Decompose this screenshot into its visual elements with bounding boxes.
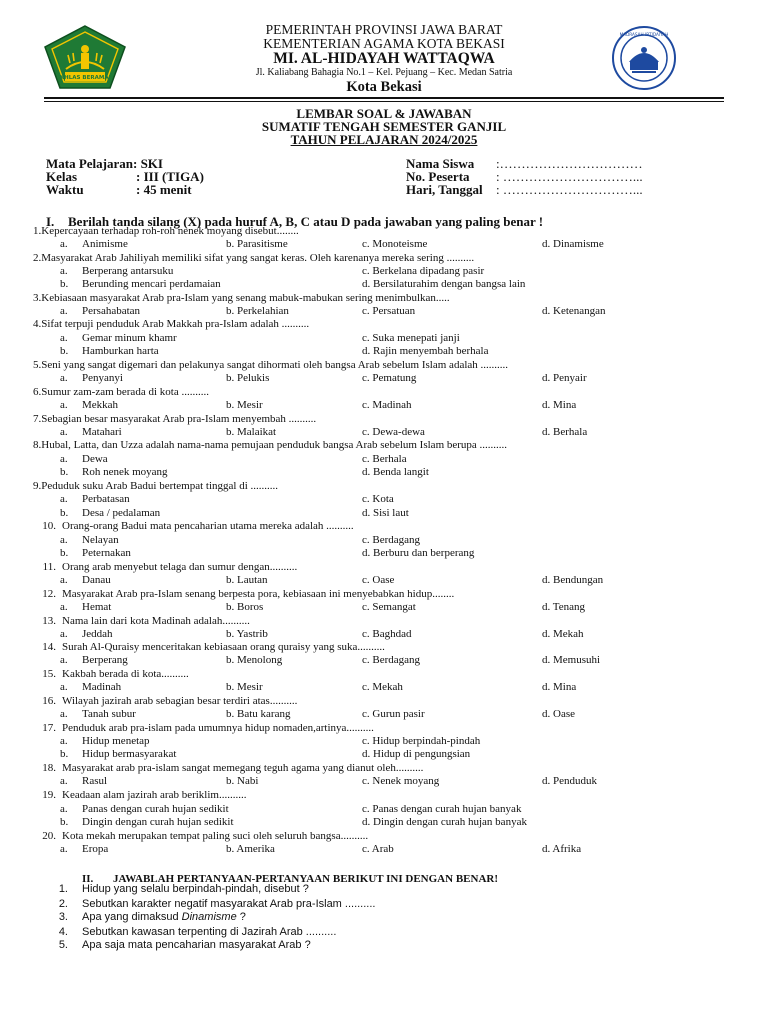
option-b[interactable]: b. Batu karang [226,708,291,720]
option-a[interactable]: Madinah [82,681,122,693]
option-b[interactable]: Desa / pedalaman [82,507,161,519]
question-number: 11. [42,561,56,573]
question-text: Apa yang dimaksud [82,911,182,923]
option-c[interactable]: c. Arab [362,843,394,855]
question-text: Sebutkan kawasan terpenting di Jazirah Arab .......... [82,926,337,938]
option-b[interactable]: Dingin dengan curah hujan sedikit [82,816,234,828]
option-letter[interactable]: a. [60,332,68,344]
option-d[interactable]: d. Mina [542,399,577,411]
option-a[interactable]: Animisme [82,238,128,250]
option-d[interactable]: d. Bersilaturahim dengan bangsa lain [362,278,526,290]
option-letter[interactable]: a. [60,654,68,666]
option-b[interactable]: Hidup bermasyarakat [82,748,177,760]
question-17 [33,723,374,734]
question-number: 2. [33,252,42,264]
option-c[interactable]: c. Hidup berpindah-pindah [362,735,481,747]
option-b[interactable]: b. Nabi [226,775,259,787]
option-letter[interactable]: a. [60,601,68,613]
option-a[interactable]: Berperang antarsuku [82,265,174,277]
question-6 [33,387,209,398]
question-number: 14. [42,641,56,653]
option-a[interactable]: Matahari [82,426,122,438]
option-c[interactable]: c. Berkelana dipadang pasir [362,265,485,277]
option-d[interactable]: d. Benda langit [362,466,429,478]
option-d[interactable]: d. Memusuhi [542,654,601,666]
option-d[interactable]: d. Ketenangan [542,305,606,317]
option-a[interactable]: Penyanyi [82,372,123,384]
question-text-end: ? [236,911,246,923]
option-b[interactable]: b. Lautan [226,574,268,586]
option-d[interactable]: d. Rajin menyembah berhala [362,345,489,357]
option-d[interactable]: d. Penduduk [542,775,597,787]
question-number: 1. [58,883,68,895]
question-text: Surah Al-Quraisy menceritakan kebiasaan orang quraisy yang suka.......... [62,641,385,653]
question-number: 3. [58,911,68,923]
ministry-title: KEMENTERIAN AGAMA KOTA BEKASI [263,36,505,51]
option-letter[interactable]: a. [60,681,68,693]
question-number: 18. [42,762,56,774]
question-text: Kepercayaan terhadap roh-roh nenek moyang disebut........ [41,225,299,237]
option-b[interactable]: b. Amerika [226,843,275,855]
option-letter[interactable]: a. [60,843,68,855]
logo-caption: IKHLAS BERAMAL [57,75,113,81]
question-text: Orang arab menyebut telaga dan sumur dengan.......... [62,561,298,573]
option-d[interactable]: d. Sisi laut [362,507,409,519]
question-text: Masyarakat arab pra-islam sangat memegang teguh agama yang dianut oleh.......... [62,762,424,774]
question-text: Peduduk suku Arab Badui bertempat tinggal di .......... [41,480,279,492]
option-c[interactable]: c. Pematung [362,372,417,384]
option-letter[interactable]: a. [60,574,68,586]
option-c[interactable]: c. Nenek moyang [362,775,440,787]
option-letter[interactable]: a. [60,265,68,277]
question-number: 15. [42,668,56,680]
letterhead-rule-thick [44,97,724,99]
option-d[interactable]: d. Bendungan [542,574,604,586]
option-c[interactable]: c. Gurun pasir [362,708,425,720]
question-11 [33,562,297,573]
option-letter[interactable]: a. [60,708,68,720]
essay-question-4 [44,927,336,938]
option-a[interactable]: Rasul [82,775,108,787]
participant-number-label: No. Peserta [406,169,470,184]
option-d[interactable]: d. Berhala [542,426,588,438]
question-number: 6. [33,386,42,398]
question-text: Seni yang sangat digemari dan pelakunya sangat dihormati oleh bangsa Arab sebelum Islam adalah .......... [41,359,509,371]
question-number: 4. [58,926,68,938]
question-text: Hubal, Latta, dan Uzza adalah nama-nama pemujaan penduduk bangsa Arab sebelum Islam berupa .......... [41,439,508,451]
option-b[interactable]: b. Mesir [226,681,263,693]
essay-question-2 [44,899,375,910]
question-term: Dinamisme [181,911,237,923]
section-2-instruction: JAWABLAH PERTANYAAN-PERTANYAAN BERIKUT INI DENGAN BENAR! [113,873,498,885]
option-a[interactable]: Jeddah [82,628,113,640]
option-letter[interactable]: b. [60,466,69,478]
class-label: Kelas [46,169,78,184]
ministry-logo [44,25,126,89]
question-13 [33,616,250,627]
question-number: 13. [42,615,56,627]
question-4 [33,319,309,330]
option-letter[interactable]: b. [60,816,69,828]
school-logo [612,26,676,90]
option-a[interactable]: Danau [82,574,111,586]
option-b[interactable]: b. Malaikat [226,426,277,438]
option-c[interactable]: c. Suka menepati janji [362,332,460,344]
option-c[interactable]: c. Oase [362,574,395,586]
question-text: Hidup yang selalu berpindah-pindah, disebut ? [82,883,309,895]
question-number: 1. [33,225,42,237]
question-1 [33,226,299,237]
option-letter[interactable]: a. [60,372,68,384]
date-label: Hari, Tanggal [406,182,483,197]
option-a[interactable]: Hemat [82,601,112,613]
date-field[interactable]: : …………………………... [496,182,643,197]
option-b[interactable]: b. Boros [226,601,264,613]
subject-label: Mata Pelajaran: SKI [46,156,163,171]
question-5 [33,360,508,371]
option-b[interactable]: Hamburkan harta [82,345,159,357]
question-19 [33,790,246,801]
option-letter[interactable]: a. [60,628,68,640]
option-c[interactable]: c. Baghdad [362,628,412,640]
question-text: Masyarakat Arab Jahiliyah memiliki sifat yang sangat keras. Oleh karenanya mereka sering .......... [41,252,475,264]
essay-question-3 [44,912,246,923]
question-text: Keadaan alam jazirah arab beriklim.......... [62,789,247,801]
option-c[interactable]: c. Monoteisme [362,238,428,250]
option-a[interactable]: Tanah subur [82,708,136,720]
option-b[interactable]: b. Perkelahian [226,305,289,317]
option-b[interactable]: b. Pelukis [226,372,270,384]
question-number: 12. [42,588,56,600]
option-d[interactable]: d. Afrika [542,843,582,855]
time-label: Waktu [46,182,84,197]
school-address: Jl. Kaliabang Bahagia No.1 – Kel. Pejuang – Kec. Medan Satria [255,67,513,78]
option-letter[interactable]: a. [60,453,68,465]
question-number: 7. [33,413,42,425]
city-name: Kota Bekasi [346,79,422,95]
question-number: 2. [58,898,68,910]
option-c[interactable]: c. Berdagang [362,654,421,666]
option-d[interactable]: d. Oase [542,708,575,720]
option-a[interactable]: Berperang [82,654,128,666]
time-value: : 45 menit [136,182,192,197]
option-b[interactable]: Peternakan [82,547,131,559]
question-text: Sifat terpuji penduduk Arab Makkah pra-Islam adalah .......... [41,318,310,330]
question-number: 19. [42,789,56,801]
question-number: 5. [58,939,68,951]
option-letter[interactable]: a. [60,305,68,317]
question-text: Nama lain dari kota Madinah adalah.......... [62,615,250,627]
student-name-field[interactable]: :…………………………… [496,156,643,171]
option-d[interactable]: d. Penyair [542,372,587,384]
option-a[interactable]: Eropa [82,843,109,855]
question-text: Kakbah berada di kota.......... [62,668,189,680]
question-number: 16. [42,695,56,707]
option-c[interactable]: c. Dewa-dewa [362,426,425,438]
option-letter[interactable]: a. [60,493,68,505]
question-10 [33,521,354,532]
question-12 [33,589,454,600]
option-letter[interactable]: b. [60,345,69,357]
question-3 [33,293,450,304]
option-a[interactable]: Panas dengan curah hujan sedikit [82,803,229,815]
question-number: 17. [42,722,56,734]
question-20 [33,831,368,842]
option-letter[interactable]: b. [60,547,69,559]
option-c[interactable]: c. Persatuan [362,305,416,317]
question-number: 20. [42,830,56,842]
logo-caption: MADRASAH IBTIDAIYAH [619,32,669,37]
question-text: Sebutkan karakter negatif masyarakat Arab pra-Islam .......... [82,898,376,910]
option-d[interactable]: d. Dingin dengan curah hujan banyak [362,816,527,828]
option-d[interactable]: d. Hidup di pengungsian [362,748,471,760]
question-text: Apa saja mata pencaharian masyarakat Arab ? [82,939,311,951]
option-letter[interactable]: a. [60,426,68,438]
option-b[interactable]: Roh nenek moyang [82,466,168,478]
question-number: 5. [33,359,42,371]
question-text: Masyarakat Arab pra-Islam senang berpesta pora, kebiasaan ini menyebabkan hidup........ [62,588,455,600]
section-1-instruction: Berilah tanda silang (X) pada huruf A, B, C atau D pada jawaban yang paling benar ! [68,214,544,229]
question-number: 9. [33,480,42,492]
option-a[interactable]: Mekkah [82,399,119,411]
option-letter[interactable]: b. [60,507,69,519]
option-c[interactable]: c. Panas dengan curah hujan banyak [362,803,522,815]
question-number: 4. [33,318,42,330]
option-d[interactable]: d. Berburu dan berperang [362,547,475,559]
option-letter[interactable]: a. [60,803,68,815]
question-15 [33,669,189,680]
option-letter[interactable]: a. [60,735,68,747]
option-b[interactable]: b. Menolong [226,654,283,666]
option-c[interactable]: c. Berdagang [362,534,421,546]
option-c[interactable]: c. Kota [362,493,394,505]
option-d[interactable]: d. Mina [542,681,577,693]
question-18 [33,763,423,774]
option-a[interactable]: Persahabatan [82,305,141,317]
question-9 [33,481,278,492]
option-a[interactable]: Perbatasan [82,493,130,505]
option-b[interactable]: b. Yastrib [226,628,268,640]
option-a[interactable]: Hidup menetap [82,735,150,747]
student-name-label: Nama Siswa [406,156,475,171]
academic-year: TAHUN PELAJARAN 2024/2025 [290,132,478,147]
question-text: Sebagian besar masyarakat Arab pra-Islam menyembah .......... [41,413,317,425]
option-b[interactable]: b. Parasitisme [226,238,288,250]
option-d[interactable]: d. Tenang [542,601,586,613]
class-value: : III (TIGA) [136,169,204,184]
question-number: 3. [33,292,42,304]
question-text: Wilayah jazirah arab sebagian besar terdiri atas.......... [62,695,298,707]
gov-title: PEMERINTAH PROVINSI JAWA BARAT [265,22,503,37]
option-letter[interactable]: a. [60,775,68,787]
essay-question-1 [44,884,309,895]
option-a[interactable]: Dewa [82,453,108,465]
exam-title: SUMATIF TENGAH SEMESTER GANJIL [261,119,507,134]
question-2 [33,253,474,264]
question-text: Sumur zam-zam berada di kota .......... [41,386,209,398]
option-letter[interactable]: b. [60,278,69,290]
section-1-number: I. [46,214,55,229]
option-c[interactable]: c. Mekah [362,681,403,693]
question-text: Kota mekah merupakan tempat paling suci oleh seluruh bangsa.......... [62,830,369,842]
section-2-number: II. [82,873,94,885]
option-b[interactable]: Berunding mencari perdamaian [82,278,221,290]
question-8 [33,440,507,451]
option-letter[interactable]: a. [60,399,68,411]
option-letter[interactable]: a. [60,534,68,546]
sheet-title: LEMBAR SOAL & JAWABAN [296,106,472,121]
question-number: 10. [42,520,56,532]
question-16 [33,696,297,707]
option-a[interactable]: Nelayan [82,534,119,546]
option-d[interactable]: d. Mekah [542,628,584,640]
option-b[interactable]: b. Mesir [226,399,263,411]
option-c[interactable]: c. Madinah [362,399,412,411]
question-text: Kebiasaan masyarakat Arab pra-Islam yang senang mabuk-mabukan sering menimbulkan..... [41,292,450,304]
question-text: Penduduk arab pra-islam pada umumnya hidup nomaden,artinya.......... [62,722,374,734]
option-c[interactable]: c. Semangat [362,601,416,613]
option-letter[interactable]: b. [60,748,69,760]
letterhead-rule-thin [44,101,724,102]
option-d[interactable]: d. Dinamisme [542,238,604,250]
school-name: MI. AL-HIDAYAH WATTAQWA [273,50,495,67]
question-text: Orang-orang Badui mata pencaharian utama mereka adalah .......... [62,520,354,532]
essay-question-5 [44,940,311,951]
option-letter[interactable]: a. [60,238,68,250]
question-14 [33,642,385,653]
question-number: 8. [33,439,42,451]
question-7 [33,414,316,425]
option-a[interactable]: Gemar minum khamr [82,332,177,344]
participant-number-field[interactable]: : …………………………... [496,169,643,184]
option-c[interactable]: c. Berhala [362,453,407,465]
